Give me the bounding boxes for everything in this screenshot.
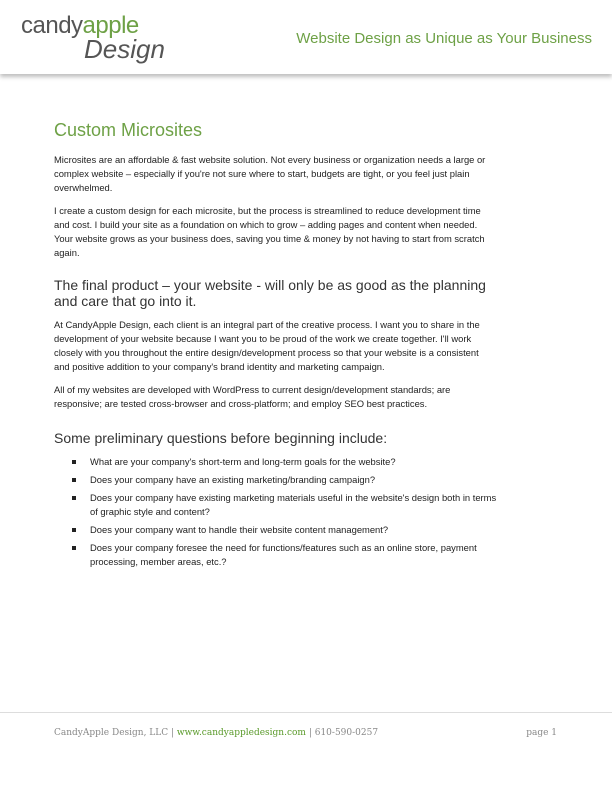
section-heading-final-product [54, 277, 486, 309]
list-item [72, 455, 496, 469]
list-item-text: What are your company's short-term and long-term goals for the website? [90, 456, 396, 467]
bullet-icon [72, 496, 76, 500]
list-item-text: of graphic style and content? [90, 506, 210, 517]
footer-divider [0, 712, 612, 713]
list-item [72, 473, 496, 487]
text-line: development of your website because I want you to be proud of the work we create together. I'll work [54, 333, 472, 344]
text-line: and cost. I build your site as a foundation on which to grow – adding pages and content when needed. [54, 219, 478, 230]
text-line: I create a custom design for each microsite, but the process is streamlined to reduce development time [54, 205, 481, 216]
footer-separator: | [168, 728, 177, 738]
text-line: All of my websites are developed with WordPress to current design/development standards; are [54, 384, 451, 395]
bullet-icon [72, 546, 76, 550]
footer-website-link[interactable]: www.candyappledesign.com [176, 728, 306, 738]
text-line: and care that go into it. [54, 293, 197, 309]
list-item-text: Does your company have an existing marketing/branding campaign? [90, 474, 376, 485]
paragraph-process [54, 204, 485, 260]
list-item-text: Does your company want to handle their website content management? [90, 524, 389, 535]
bullet-icon [72, 478, 76, 482]
paragraph-collaboration [54, 318, 480, 374]
text-line: Your website grows as your business does, saving you time & money by not having to start from scratch [54, 233, 485, 244]
text-line: The final product – your website - will only be as good as the planning [54, 277, 486, 293]
section-heading-questions: Some preliminary questions before beginning include: [54, 430, 388, 446]
bullet-icon [72, 528, 76, 532]
text-line: Microsites are an affordable & fast website solution. Not every business or organization needs a large or [54, 154, 486, 165]
list-item [72, 541, 496, 569]
page-header [0, 0, 612, 74]
logo-text: apple [82, 12, 139, 39]
list-item-text: Does your company have existing marketing materials useful in the website's design both in terms [90, 492, 497, 503]
page-number: page 1 [526, 728, 557, 738]
list-item [72, 523, 496, 537]
logo-text: candy [21, 12, 83, 39]
text-line: and positive addition to your company's brand identity and marketing campaign. [54, 361, 385, 372]
text-line: closely with you throughout the entire design/development process so that your website is a consistent [54, 347, 479, 358]
text-line: complex website – especially if you're not sure where to start, budgets are tight, or you feel just plain [54, 168, 470, 179]
list-item-text: processing, member areas, etc.? [90, 556, 227, 567]
text-line: again. [54, 247, 80, 258]
list-item-text: Does your company foresee the need for functions/features such as an online store, payment [90, 542, 477, 553]
list-item [72, 491, 496, 519]
questions-list [72, 455, 496, 573]
text-line: responsive; are tested cross-browser and cross-platform; and employ SEO best practices. [54, 398, 428, 409]
logo-text: Design [84, 34, 165, 64]
text-line: At CandyApple Design, each client is an integral part of the creative process. I want you to share in the [54, 319, 480, 330]
candyapple-logo [21, 12, 165, 66]
page-title: Custom Microsites [54, 120, 203, 140]
bullet-icon [72, 460, 76, 464]
paragraph-intro [54, 153, 485, 195]
tagline: Website Design as Unique as Your Business [296, 30, 592, 47]
footer-phone: 610-590-0257 [314, 728, 379, 738]
footer [54, 728, 378, 738]
text-line: overwhelmed. [54, 182, 113, 193]
footer-separator: | [305, 728, 315, 738]
footer-company: CandyApple Design, LLC [54, 728, 169, 738]
paragraph-standards [54, 383, 450, 411]
